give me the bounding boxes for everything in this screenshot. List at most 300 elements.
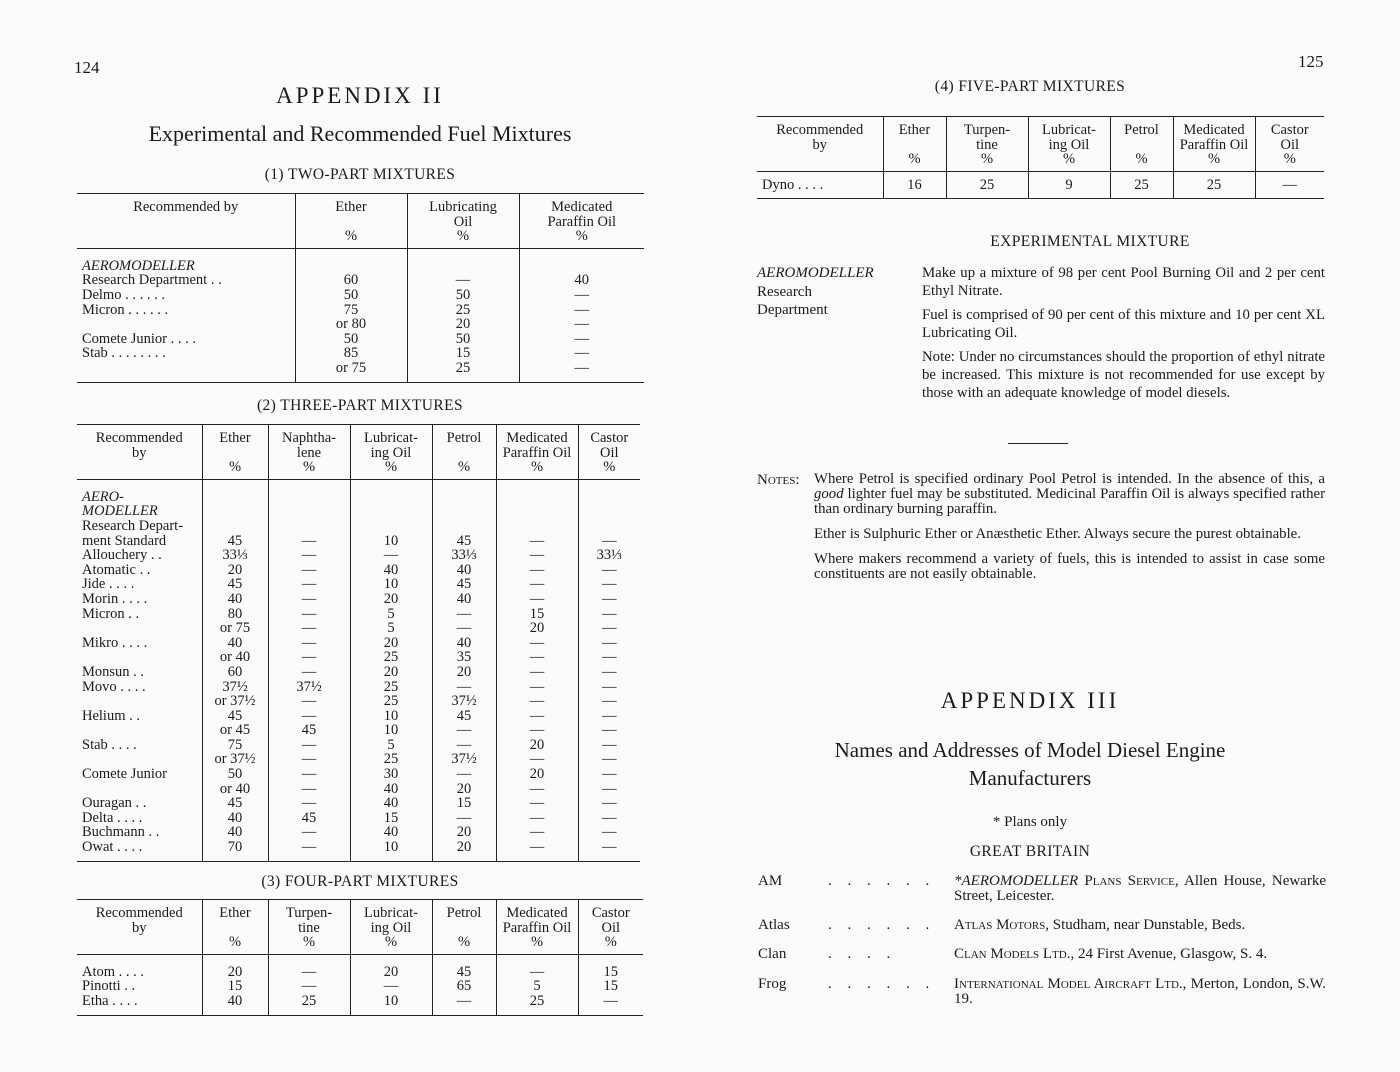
cell-line: — <box>574 359 589 376</box>
header-petrol: Petrol % <box>432 425 496 480</box>
cell-line: — <box>602 576 617 593</box>
cell-line: 70 <box>227 839 243 856</box>
three-part-header-row <box>77 425 640 480</box>
cell-line: — <box>602 634 617 651</box>
cell-line <box>271 519 348 534</box>
cell-line: — <box>602 649 617 666</box>
cell-line: 20 <box>383 634 399 651</box>
cell-line: — <box>529 547 545 564</box>
cell-line: 15 <box>529 605 545 622</box>
region-heading: GREAT BRITAIN <box>969 843 1091 860</box>
cell-line: — <box>602 722 617 739</box>
cell-line <box>353 519 430 534</box>
paraffin-column <box>519 248 644 382</box>
cell-line: — <box>301 663 317 680</box>
header-petrol: Petrol % <box>1110 117 1173 172</box>
cell-line: — <box>529 707 545 724</box>
cell-line: or 75 <box>219 620 251 637</box>
cell-line: — <box>602 605 617 622</box>
left-page <box>0 0 680 1072</box>
cell-line <box>435 490 494 505</box>
cell-line: 40 <box>456 590 472 607</box>
header-medicated-paraffin: Medicated Paraffin Oil % <box>496 900 578 955</box>
header-lubricating-oil: Lubricat- ing Oil % <box>350 425 432 480</box>
cell-line: — <box>602 620 617 637</box>
cell-line: — <box>456 992 472 1009</box>
cell-line: 50 <box>455 330 471 347</box>
cell-line: Micron . . <box>82 605 140 622</box>
cell-line: 20 <box>227 561 243 578</box>
cell-line: — <box>602 780 617 797</box>
cell-line <box>581 519 639 534</box>
experimental-source <box>757 264 874 320</box>
cell-line: 20 <box>529 736 545 753</box>
note-paragraph: Where makers recommend a variety of fuels, this is intended to assist in case some constituents are not easily obtainable. <box>814 551 1325 582</box>
header-recommended-by: Recommended by <box>776 122 864 153</box>
cell-line: Research Depart- <box>82 517 184 534</box>
cell-line <box>298 259 405 274</box>
cell-line: Buchmann . . <box>82 824 160 841</box>
experimental-title: EXPERIMENTAL MIXTURE <box>990 233 1190 250</box>
maker-name: Frog <box>758 976 787 992</box>
header-petrol: Petrol % <box>432 900 496 955</box>
cell-line: — <box>301 532 317 549</box>
four-part-body-row <box>77 954 643 1015</box>
cell-line <box>410 259 517 274</box>
paraffin-column <box>496 479 578 861</box>
list-item <box>758 947 1326 963</box>
header-ether: Ether % <box>202 900 268 955</box>
cell-line: Delmo . . . . . . <box>82 286 165 303</box>
five-part-table <box>757 116 1324 199</box>
cell-line: 5 <box>533 978 541 995</box>
cell-line: — <box>602 809 617 826</box>
cell-line: 40 <box>227 809 243 826</box>
cell-line: 40 <box>227 824 243 841</box>
cell-line: 80 <box>227 605 243 622</box>
cell-line: 20 <box>383 963 399 980</box>
source-line: Research <box>757 283 812 300</box>
cell-line: 5 <box>387 605 395 622</box>
cell-line: — <box>301 963 317 980</box>
cell-line: 10 <box>383 707 399 724</box>
cell-line: — <box>529 634 545 651</box>
cell-line <box>82 361 293 376</box>
cell-line: — <box>602 795 617 812</box>
maker-address: *AEROMODELLER Plans Service, Allen House, Newarke Street, Leicester. <box>954 873 1326 904</box>
cell-line: or 75 <box>335 359 367 376</box>
lubricating-column <box>350 954 432 1015</box>
cell-line: Owat . . . . <box>82 839 143 856</box>
maker-cell: Dyno . . . . <box>762 176 824 193</box>
two-part-header-row <box>77 194 644 249</box>
cell-line: Micron . . . . . . <box>82 301 169 318</box>
header-lubricating-oil: Lubricat- ing Oil % <box>350 900 432 955</box>
cell-line: 20 <box>383 590 399 607</box>
leader-dots: . . . . . . <box>828 873 936 889</box>
cell-line: — <box>602 839 617 856</box>
cell-line: Comete Junior . . . . <box>82 330 196 347</box>
cell-line: — <box>574 345 589 362</box>
cell-line: — <box>529 809 545 826</box>
cell-line: 37½ <box>296 678 322 695</box>
header-medicated-paraffin: Medicated Paraffin Oil % <box>519 194 644 249</box>
cell-line: — <box>529 678 545 695</box>
cell-line: or 80 <box>335 316 367 333</box>
cell-line: — <box>301 547 317 564</box>
cell-line: — <box>574 330 589 347</box>
leader-dots: . . . . . . <box>828 917 936 933</box>
cell-line <box>499 490 576 505</box>
notes-label: Notes: <box>757 472 800 488</box>
cell-line: — <box>529 649 545 666</box>
experimental-paragraph: Make up a mixture of 98 per cent Pool Burning Oil and 2 per cent Ethyl Nitrate. <box>922 265 1325 299</box>
cell-line: Helium . . <box>82 707 140 724</box>
appendix-ii-title: APPENDIX II <box>276 83 444 108</box>
cell-line <box>82 317 293 332</box>
cell-line: — <box>574 316 589 333</box>
four-part-table <box>77 899 643 1016</box>
cell-line: — <box>529 824 545 841</box>
cell-line: — <box>529 780 545 797</box>
cell-line: 75 <box>343 301 359 318</box>
maker-address: International Model Aircraft Ltd., Merton, London, S.W. 19. <box>954 976 1326 1007</box>
castor-column <box>578 954 643 1015</box>
cell-line <box>205 490 266 505</box>
cell-line: — <box>602 766 617 783</box>
cell-line: — <box>301 780 317 797</box>
castor-cell: — <box>1255 171 1324 199</box>
appendix-ii-subtitle: Experimental and Recommended Fuel Mixtures <box>148 121 572 146</box>
cell-line: 10 <box>383 576 399 593</box>
header-castor-oil: Castor Oil % <box>578 900 643 955</box>
source-line: Department <box>757 302 828 318</box>
castor-column <box>578 479 640 861</box>
cell-line: Stab . . . . <box>82 736 137 753</box>
table-row <box>757 171 1324 199</box>
cell-line: 15 <box>603 978 618 995</box>
cell-line: — <box>529 693 545 710</box>
cell-line: 20 <box>227 963 243 980</box>
cell-line: 25 <box>383 751 399 768</box>
cell-line <box>435 519 494 534</box>
cell-line: 40 <box>383 561 399 578</box>
cell-line: 40 <box>456 561 472 578</box>
cell-line: — <box>602 663 617 680</box>
cell-line: — <box>529 795 545 812</box>
two-part-table <box>77 193 644 383</box>
ether-column <box>202 479 268 861</box>
cell-line: 75 <box>227 736 243 753</box>
cell-line: — <box>602 561 617 578</box>
header-ether: Ether % <box>883 117 946 172</box>
cell-line: 60 <box>343 272 359 289</box>
cell-line: — <box>602 532 617 549</box>
cell-line: or 40 <box>219 780 251 797</box>
cell-line: — <box>456 766 472 783</box>
cell-line: — <box>301 751 317 768</box>
header-recommended-by: Recommended by <box>95 905 183 936</box>
cell-line: 25 <box>455 359 471 376</box>
three-part-title: (2) THREE-PART MIXTURES <box>256 397 464 414</box>
cell-line: 15 <box>455 345 471 362</box>
cell-line: Mikro . . . . <box>82 634 148 651</box>
cell-line: — <box>529 576 545 593</box>
cell-line: — <box>602 693 617 710</box>
leader-dots: . . . . . . <box>828 976 936 992</box>
cell-line: Research Department . . <box>82 272 222 289</box>
cell-line: — <box>529 590 545 607</box>
two-part-body-row <box>77 248 644 382</box>
maker-column <box>77 479 202 861</box>
cell-line <box>435 504 494 519</box>
cell-line: — <box>529 722 545 739</box>
cell-line: Ouragan . . <box>82 795 147 812</box>
cell-line <box>205 519 266 534</box>
cell-line: 33⅓ <box>596 547 622 564</box>
cell-line: 15 <box>383 809 399 826</box>
ether-column <box>202 954 268 1015</box>
cell-line: 40 <box>383 780 399 797</box>
cell-line: 20 <box>383 663 399 680</box>
cell-line: 50 <box>227 766 243 783</box>
cell-line <box>82 752 200 767</box>
cell-line: — <box>529 963 545 980</box>
maker-column <box>77 248 295 382</box>
three-part-body-row <box>77 479 640 861</box>
cell-line: 33⅓ <box>451 547 477 564</box>
cell-line: 37½ <box>451 751 477 768</box>
cell-line: Morin . . . . <box>82 590 148 607</box>
cell-line: or 45 <box>219 722 251 739</box>
cell-line: 15 <box>227 978 243 995</box>
four-part-header-row <box>77 900 643 955</box>
cell-line: 20 <box>456 839 472 856</box>
cell-line: 45 <box>456 576 472 593</box>
maker-address: Atlas Motors, Studham, near Dunstable, Beds. <box>954 917 1246 933</box>
cell-line: Etha . . . . <box>82 992 138 1009</box>
five-part-title: (4) FIVE-PART MIXTURES <box>934 78 1126 95</box>
cell-line: 40 <box>456 634 472 651</box>
ether-cell: 16 <box>883 171 946 199</box>
cell-line: Atom . . . . <box>82 963 145 980</box>
cell-line: or 37½ <box>214 693 256 710</box>
cell-line: — <box>529 532 545 549</box>
cell-line: 85 <box>343 345 359 362</box>
cell-line <box>353 504 430 519</box>
maker-name: Atlas <box>758 917 790 933</box>
cell-line: Comete Junior <box>82 766 167 783</box>
cell-line: — <box>529 839 545 856</box>
cell-line: — <box>301 824 317 841</box>
cell-line <box>581 504 639 519</box>
cell-line: 5 <box>387 620 395 637</box>
cell-line: 40 <box>227 992 243 1009</box>
header-castor-oil: Castor Oil % <box>578 425 640 480</box>
cell-line: — <box>456 678 472 695</box>
header-recommended-by: Recommended by <box>95 430 183 461</box>
three-part-table <box>77 424 640 862</box>
cell-line: — <box>456 736 472 753</box>
cell-line: 20 <box>456 663 472 680</box>
cell-line <box>353 490 430 505</box>
lubricating-column <box>350 479 432 861</box>
cell-line: — <box>603 992 618 1009</box>
appendix-iii-subtitle-1: Names and Addresses of Model Diesel Engine <box>834 738 1226 762</box>
cell-line: 25 <box>301 992 317 1009</box>
cell-line: 45 <box>227 795 243 812</box>
cell-line: — <box>301 766 317 783</box>
cell-line: 40 <box>574 272 589 289</box>
cell-line: 10 <box>383 839 399 856</box>
cell-line: Pinotti . . <box>82 978 136 995</box>
cell-line: 15 <box>456 795 472 812</box>
header-lubricating-oil: Lubricat- ing Oil % <box>1028 117 1110 172</box>
cell-line: — <box>529 561 545 578</box>
header-naphthalene: Naphtha- lene % <box>268 425 350 480</box>
experimental-paragraph: Note: Under no circumstances should the proportion of ethyl nitrate be increased. This mixture is not recommended for use except by those with an adequate knowledge of model diesels. <box>922 349 1325 401</box>
cell-line <box>499 519 576 534</box>
cell-line <box>581 490 639 505</box>
note-paragraph: Where Petrol is specified ordinary Pool Petrol is intended. In the absence of this, a good lighter fuel may be substituted. Medicinal Paraffin Oil is always specified rather than ordinary burning paraffin. <box>814 471 1325 517</box>
cell-line: — <box>301 693 317 710</box>
cell-line: — <box>574 301 589 318</box>
lubricating-column <box>407 248 519 382</box>
page-number-left: 124 <box>74 58 100 77</box>
petrol-column <box>432 479 496 861</box>
cell-line: 25 <box>383 678 399 695</box>
cell-line: 40 <box>227 634 243 651</box>
petrol-column <box>432 954 496 1015</box>
cell-line <box>82 694 200 709</box>
cell-line: 10 <box>383 722 399 739</box>
cell-line: or 40 <box>219 649 251 666</box>
experimental-text <box>922 264 1325 402</box>
cell-line: — <box>383 547 399 564</box>
aeromodeller-label: AEROMODELLER <box>757 265 874 281</box>
cell-line: — <box>301 561 317 578</box>
cell-line: 35 <box>456 649 472 666</box>
cell-line: 37½ <box>451 693 477 710</box>
cell-line: ment Standard <box>82 532 167 549</box>
cell-line: Stab . . . . . . . . <box>82 345 166 362</box>
cell-line: Monsun . . <box>82 663 145 680</box>
cell-line: 20 <box>529 766 545 783</box>
cell-line: 50 <box>343 330 359 347</box>
paraffin-cell: 25 <box>1173 171 1255 199</box>
cell-line: — <box>301 576 317 593</box>
lubricating-cell: 9 <box>1028 171 1110 199</box>
maker-name: Clan <box>758 946 787 962</box>
cell-line: 30 <box>383 766 399 783</box>
four-part-title: (3) FOUR-PART MIXTURES <box>261 873 459 890</box>
naphthalene-column <box>268 479 350 861</box>
cell-line: 20 <box>455 316 471 333</box>
cell-line: — <box>602 678 617 695</box>
cell-line: 45 <box>456 707 472 724</box>
cell-line <box>522 259 643 274</box>
appendix-iii-subtitle-2: Manufacturers <box>968 766 1092 790</box>
maker-address: Clan Models Ltd., 24 First Avenue, Glasgow, S. 4. <box>954 946 1268 962</box>
cell-line: — <box>602 736 617 753</box>
header-recommended-by: Recommended by <box>133 199 239 215</box>
cell-line: 40 <box>227 590 243 607</box>
page-number-right: 125 <box>1298 52 1324 71</box>
maker-name: AM <box>758 873 783 889</box>
cell-line: 65 <box>456 978 472 995</box>
cell-line: — <box>301 605 317 622</box>
cell-line <box>271 490 348 505</box>
cell-line <box>271 504 348 519</box>
list-item <box>758 918 1326 934</box>
right-page <box>700 0 1400 1072</box>
notes-text <box>814 472 1325 582</box>
cell-line: — <box>529 751 545 768</box>
header-turpentine: Turpen- tine % <box>946 117 1028 172</box>
plans-note: * Plans only <box>992 814 1068 830</box>
cell-line: — <box>529 663 545 680</box>
cell-line: — <box>456 722 472 739</box>
cell-line: — <box>456 605 472 622</box>
list-item <box>758 977 1326 1009</box>
cell-line: 40 <box>383 795 399 812</box>
cell-line: 10 <box>383 532 399 549</box>
cell-line: — <box>301 649 317 666</box>
cell-line: — <box>602 590 617 607</box>
cell-line: — <box>301 795 317 812</box>
two-part-title: (1) TWO-PART MIXTURES <box>264 166 456 183</box>
cell-line: 45 <box>227 576 243 593</box>
cell-line: AERO- <box>82 488 124 505</box>
cell-line: Delta . . . . <box>82 809 143 826</box>
cell-line: 50 <box>343 286 359 303</box>
cell-line: 45 <box>301 722 317 739</box>
header-castor-oil: Castor Oil % <box>1255 117 1324 172</box>
header-turpentine: Turpen- tine % <box>268 900 350 955</box>
cell-line <box>82 650 200 665</box>
cell-line <box>82 723 200 738</box>
cell-line: — <box>456 620 472 637</box>
cell-line: — <box>383 978 399 995</box>
header-lubricating-oil: Lubricating Oil % <box>407 194 519 249</box>
cell-line: — <box>574 286 589 303</box>
ether-column <box>295 248 407 382</box>
cell-line: 5 <box>387 736 395 753</box>
cell-line: — <box>456 809 472 826</box>
header-ether: Ether % <box>295 194 407 249</box>
cell-line <box>82 621 200 636</box>
cell-line: 45 <box>227 532 243 549</box>
cell-line: 33⅓ <box>222 547 248 564</box>
five-part-header-row <box>757 117 1324 172</box>
experimental-paragraph: Fuel is comprised of 90 per cent of this mixture and 10 per cent XL Lubricating Oil. <box>922 307 1325 341</box>
cell-line: — <box>602 751 617 768</box>
turpentine-column <box>268 954 350 1015</box>
cell-line: 45 <box>301 809 317 826</box>
cell-line: Atomatic . . <box>82 561 151 578</box>
cell-line: — <box>455 272 471 289</box>
cell-line: — <box>301 978 317 995</box>
cell-line: 20 <box>456 780 472 797</box>
cell-line: — <box>301 590 317 607</box>
cell-line: — <box>602 824 617 841</box>
note-paragraph: Ether is Sulphuric Ether or Anæsthetic Ether. Always secure the purest obtainable. <box>814 526 1301 542</box>
cell-line: — <box>602 707 617 724</box>
cell-line: 10 <box>383 992 399 1009</box>
cell-line: 25 <box>383 649 399 666</box>
maker-column <box>77 954 202 1015</box>
turpentine-cell: 25 <box>946 171 1028 199</box>
